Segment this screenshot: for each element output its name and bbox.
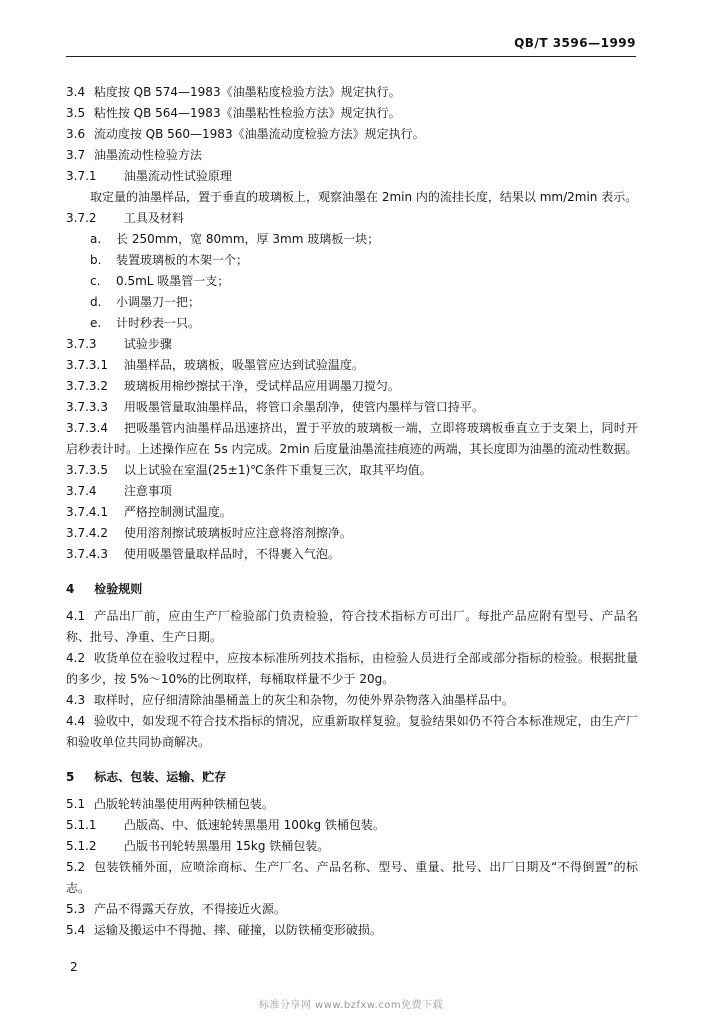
note-item: 3.7.4.2 使用溶剂擦试玻璃板时应注意将溶剂擦净。	[66, 526, 352, 540]
clause-3-7-3: 3.7.3 试验步骤	[66, 337, 172, 351]
principle-paragraph: 取定量的油墨样品，置于垂直的玻璃板上，观察油墨在 2min 内的流挂长度，结果以 mm/2min 表示。	[90, 190, 638, 204]
clause-5-1-2: 5.1.2 凸版书刊轮转黑墨用 15kg 铁桶包装。	[66, 839, 330, 853]
clause-4-4: 4.4 验收中，如发现不符合技术指标的情况，应重新取样复验。复验结果如仍不符合本标准规定，由生产厂和验收单位共同协商解决。	[66, 714, 638, 749]
tool-item: d. 小调墨刀一把；	[90, 295, 201, 309]
note-item: 3.7.4.3 使用吸墨管量取样品时，不得裹入气泡。	[66, 547, 340, 561]
clause-5-2: 5.2 包装铁桶外面，应喷涂商标、生产厂名、产品名称、型号、重量、批号、出厂日期及“不得倒置”的标志。	[66, 860, 638, 895]
clause-3-6: 3.6 流动度按 QB 560—1983《油墨流动度检验方法》规定执行。	[66, 127, 425, 141]
clause-5-1: 5.1 凸版轮转油墨使用两种铁桶包装。	[66, 797, 274, 811]
tool-item: b. 装置玻璃板的木架一个；	[90, 253, 249, 267]
step-item: 3.7.3.2 玻璃板用棉纱擦拭干净，受试样品应用调墨刀搅匀。	[66, 379, 400, 393]
page-header	[66, 36, 636, 57]
clause-3-5: 3.5 粘性按 QB 564—1983《油墨粘性检验方法》规定执行。	[66, 106, 401, 120]
site-watermark: 标准分享网 www.bzfxw.com免费下载	[258, 1000, 444, 1011]
clause-5-3: 5.3 产品不得露天存放，不得接近火源。	[66, 902, 286, 916]
clause-3-7-4: 3.7.4 注意事项	[66, 484, 172, 498]
tool-item: a. 长 250mm，宽 80mm，厚 3mm 玻璃板一块；	[90, 232, 380, 246]
clause-5-1-1: 5.1.1 凸版高、中、低速轮转黑墨用 100kg 铁桶包装。	[66, 818, 385, 832]
clause-3-7-1: 3.7.1 油墨流动性试验原理	[66, 169, 232, 183]
step-item-4: 3.7.3.4 把吸墨管内油墨样品迅速挤出，置于平放的玻璃板一端，立即将玻璃板垂直立于支架上，同时开启秒表计时。上述操作应在 5s 内完成。2min 后度量油墨流挂痕迹的两端，其长度即为油墨的流动性数据。	[66, 421, 638, 456]
page-number: 2	[70, 960, 78, 974]
clause-3-7-2: 3.7.2 工具及材料	[66, 211, 184, 225]
tool-item: e. 计时秒表一只。	[90, 316, 201, 330]
clause-4-1: 4.1 产品出厂前，应由生产厂检验部门负责检验，符合技术指标方可出厂。每批产品应附有型号、产品名称、批号、净重、生产日期。	[66, 609, 638, 644]
tool-item: c. 0.5mL 吸墨管一支；	[90, 274, 230, 288]
standard-number: QB/T 3596—1999	[514, 36, 636, 50]
clause-3-7: 3.7 油墨流动性检验方法	[66, 148, 202, 162]
note-item: 3.7.4.1 严格控制测试温度。	[66, 505, 232, 519]
clause-3-4: 3.4 粘度按 QB 574—1983《油墨粘度检验方法》规定执行。	[66, 85, 401, 99]
clause-4-2: 4.2 收货单位在验收过程中，应按本标准所列技术指标，由检验人员进行全部或部分指标的检验。根据批量的多少，按 5%～10%的比例取样，每桶取样量不少于 20g。	[66, 651, 638, 686]
section-5-heading: 5 标志、包装、运输、贮存	[66, 770, 227, 784]
section-4-heading: 4 检验规则	[66, 582, 143, 596]
clause-5-4: 5.4 运输及搬运中不得抛、摔、碰撞，以防铁桶变形破损。	[66, 923, 382, 937]
step-item-5: 3.7.3.5 以上试验在室温(25±1)℃条件下重复三次，取其平均值。	[66, 463, 432, 477]
step-item: 3.7.3.1 油墨样品，玻璃板，吸墨管应达到试验温度。	[66, 358, 364, 372]
document-body	[66, 82, 638, 941]
step-item: 3.7.3.3 用吸墨管量取油墨样品，将管口余墨刮净，使管内墨样与管口持平。	[66, 400, 484, 414]
clause-4-3: 4.3 取样时，应仔细清除油墨桶盖上的灰尘和杂物，勿使外界杂物落入油墨样品中。	[66, 693, 514, 707]
